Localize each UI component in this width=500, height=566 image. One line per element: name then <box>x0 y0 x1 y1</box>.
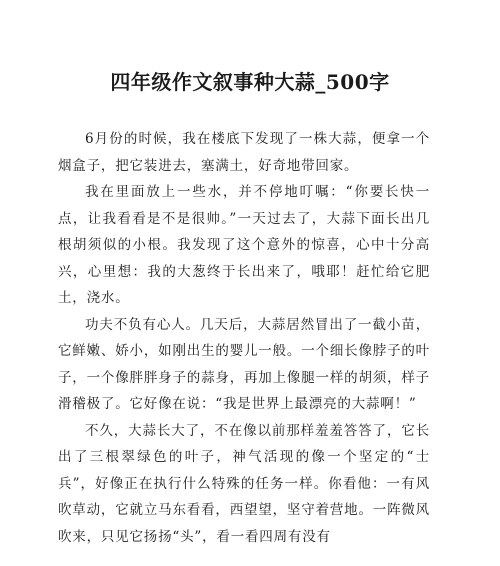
paragraph-3: 功夫不负有心人。几天后，大蒜居然冒出了一截小苗，它鲜嫩、娇小，如刚出生的婴儿一般。一个细长像脖子的叶子，一个像胖胖身子的蒜身，再加上像腿一样的胡须，样子滑稽极了。它好像在说：“我是世界上最漂亮的大蒜啊！” <box>58 316 430 412</box>
document-body <box>58 126 430 550</box>
paragraph-1: 6月份的时候，我在楼底下发现了一株大蒜，便拿一个烟盒子，把它装进去，塞满土，好奇地带回家。 <box>58 131 430 174</box>
paragraph-2: 我在里面放上一些水，并不停地叮嘱：“你要长快一点，让我看看是不是很帅。”一天过去了，大蒜下面长出几根胡须似的小根。我发现了这个意外的惊喜，心中十分高兴，心里想：我的大葱终于长出来了，哦耶！赶忙给它肥土，浇水。 <box>58 184 430 306</box>
paragraph-4: 不久，大蒜长大了，不在像以前那样羞羞答答了，它长出了三根翠绿色的叶子，神气活现的像一个坚定的“士兵”，好像正在执行什么特殊的任务一样。你看他：一有风吹草动，它就立马东看看，西望望，坚守着营地。一阵微风吹来，只见它扬扬“头”，看一看四周有没有 <box>58 422 430 545</box>
document-title: 四年级作文叙事种大蒜_500字 <box>110 70 390 94</box>
